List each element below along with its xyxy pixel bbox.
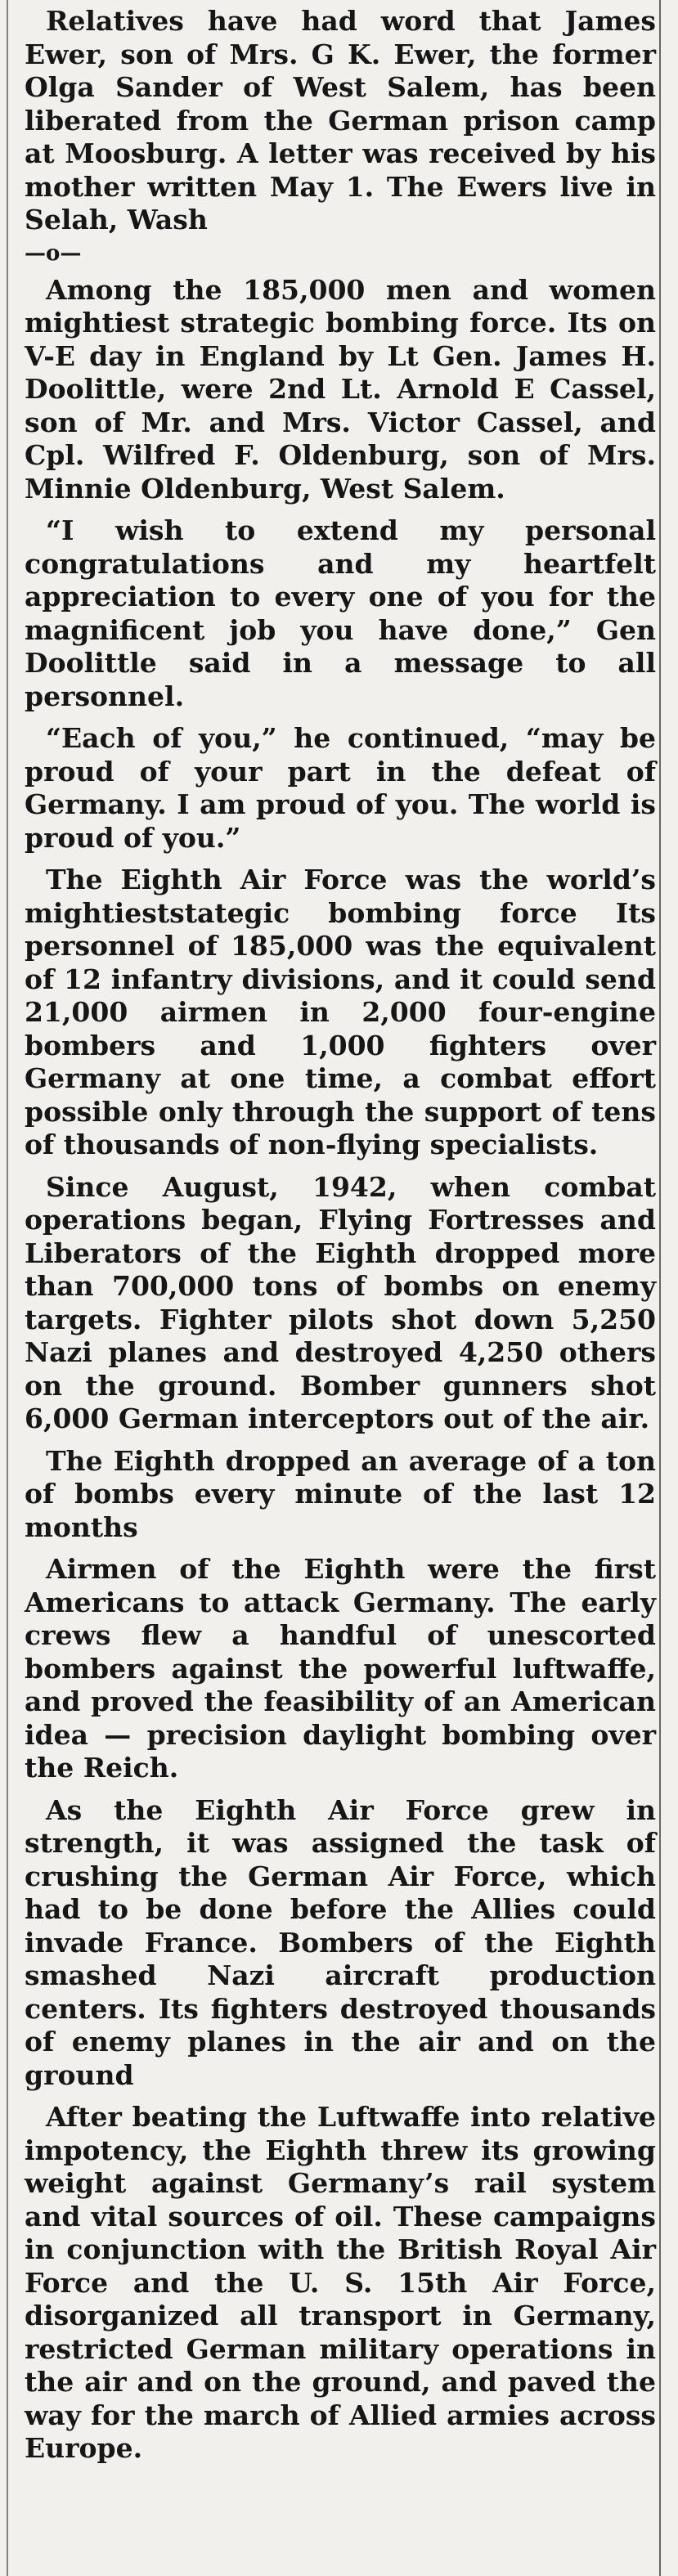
paragraph-after-beating: After beating the Luftwaffe into relative impotency, the Eighth threw its growing weight against Germany’s rail system and vital sources of oil. These campaigns in conjunction with the British Royal Air Force and the U. S. 15th Air Force, disorganized all transport in Germany, restricted German military operations in the air and on the ground, and paved the way for the march of Allied armies across Europe. bbox=[25, 2101, 656, 2464]
article-column bbox=[25, 5, 656, 2475]
section-divider: —o— bbox=[25, 240, 82, 266]
paragraph-ewer: Relatives have had word that James Ewer, son of Mrs. G K. Ewer, the former Olga Sander of West Salem, has been liberated from the German prison camp at Moosburg. A letter was received by his mother written May 1. The Ewers live in Selah, Wash bbox=[25, 5, 656, 236]
paragraph-since-august: Since August, 1942, when combat operations began, Flying Fortresses and Liberators of the Eighth dropped more than 700,000 tons of bombs on enemy targets. Fighter pilots shot down 5,250 Nazi planes and destroyed 4,250 others on the ground. Bomber gunners shot 6,000 German interceptors out of the air. bbox=[25, 1170, 656, 1434]
column-rule-left bbox=[7, 0, 8, 2576]
paragraph-doolittle-quote: “I wish to extend my personal congratulations and my heartfelt appreciation to every one of you for the magnificent job you have done,” Gen Doolittle said in a message to all personnel. bbox=[25, 514, 656, 712]
paragraph-airmen-first: Airmen of the Eighth were the first Americans to attack Germany. The early crews flew a handful of unescorted bombers against the powerful luftwaffe, and proved the feasibility of an American idea — precision daylight bombing over the Reich. bbox=[25, 1553, 656, 1784]
paragraph-ton-of-bombs: The Eighth dropped an average of a ton of bombs every minute of the last 12 months bbox=[25, 1444, 656, 1543]
paragraph-grew-in-strength: As the Eighth Air Force grew in strength, it was assigned the task of crushing the German Air Force, which had to be done before the Allies could invade France. Bombers of the Eighth smashed Nazi aircraft production centers. Its fighters destroyed thousands of enemy planes in the air and on the ground bbox=[25, 1793, 656, 2091]
paragraph-bombing-force: Among the 185,000 men and women mightiest strategic bombing force. Its on V-E day in England by Lt Gen. James H. Doolittle, were 2nd Lt. Arnold E Cassel, son of Mr. and Mrs. Victor Cassel, and Cpl. Wilfred F. Oldenburg, son of Mrs. Minnie Oldenburg, West Salem. bbox=[25, 273, 656, 505]
paragraph-each-of-you: “Each of you,” he continued, “may be proud of your part in the defeat of Germany. I am proud of you. The world is proud of you.” bbox=[25, 722, 656, 854]
column-rule-right bbox=[659, 0, 661, 2576]
paragraph-eighth-air-force: The Eighth Air Force was the world’s mightieststategic bombing force Its personnel of 185,000 was the equivalent of 12 infantry divisions, and it could send 21,000 airmen in 2,000 four-engine bombers and 1,000 fighters over Germany at one time, a combat effort possible only through the support of tens of thousands of non-flying specialists. bbox=[25, 864, 656, 1160]
